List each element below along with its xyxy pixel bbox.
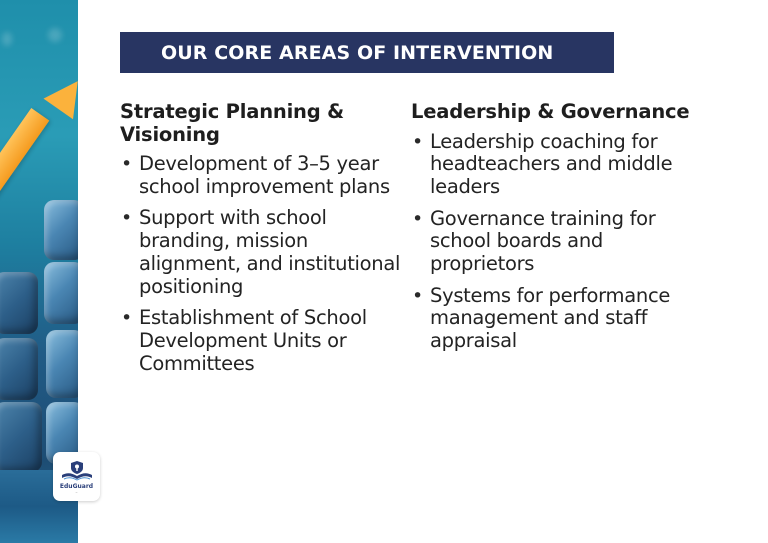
list-item [411,208,711,276]
logo-tagline: ~ [75,489,78,494]
stone-block [0,338,38,400]
list-item-text: Establishment of School Development Units or Committees [139,306,367,375]
title-banner [120,32,614,73]
list-item-text: Leadership coaching for headteachers and middle leaders [430,129,673,198]
list-item [411,131,711,199]
list-item [120,207,402,298]
arrow-head-icon [44,71,78,119]
stone-block [0,402,42,472]
bullet-icon: • [121,207,132,230]
list-item-text: Development of 3–5 year school improvement plans [139,152,390,198]
section-heading: Leadership & Governance [411,100,690,123]
eduguard-logo [53,452,100,501]
list-item-text: Systems for performance management and staff appraisal [430,283,671,353]
section-strategic-planning [120,101,402,384]
stone-block [0,272,38,334]
section-leadership-governance [411,101,711,362]
bullet-list [411,131,711,353]
bullet-list [120,153,402,375]
page-title: OUR CORE AREAS OF INTERVENTION [161,41,554,64]
stone-block [46,330,78,398]
bokeh-light [2,32,12,46]
list-item [120,307,402,375]
bullet-icon: • [412,284,423,307]
logo-brand-name: EduGuard [59,482,94,490]
shield-book-icon [60,460,94,482]
list-item-text: Governance training for school boards and proprietors [430,206,656,276]
section-heading: Strategic Planning & Visioning [120,100,344,146]
stone-block [44,262,78,324]
growth-arrow-icon [0,108,49,235]
bokeh-light [48,28,62,42]
stone-block [44,200,78,260]
list-item-text: Support with school branding, mission alignment, and institutional positioning [139,206,401,298]
bullet-icon: • [412,130,423,153]
list-item [120,153,402,198]
bullet-icon: • [121,153,132,175]
bullet-icon: • [412,207,423,230]
bullet-icon: • [121,307,132,330]
list-item [411,285,711,353]
